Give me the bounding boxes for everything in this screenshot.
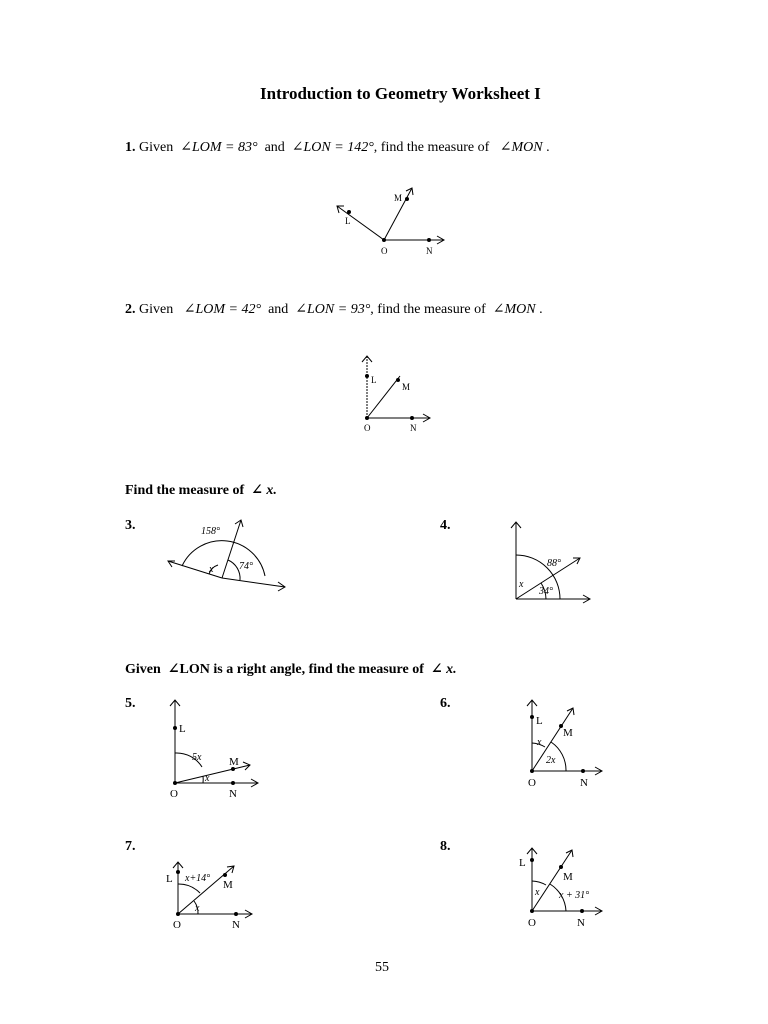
section-text: Find the measure of — [125, 483, 245, 498]
label-N: N — [410, 423, 417, 433]
label-M: M — [223, 879, 233, 891]
problem-number-4: 4. — [440, 518, 451, 533]
angle-label-outer: 158° — [201, 526, 220, 537]
label-N: N — [577, 917, 585, 929]
label-L: L — [345, 216, 351, 226]
given-angle-2: ∠LON = 142° — [291, 140, 374, 155]
find-text: , find the measure of — [373, 140, 490, 155]
label-N: N — [580, 777, 588, 789]
problem-number-3: 3. — [125, 518, 136, 533]
section-text: ∠LON is a right angle, find the measure of — [167, 662, 424, 677]
label-O: O — [364, 423, 371, 433]
worksheet-title: Introduction to Geometry Worksheet I — [260, 84, 541, 103]
label-L: L — [371, 375, 377, 385]
page-number: 55 — [375, 960, 389, 975]
angle-label-lower: x — [195, 903, 200, 914]
section-target: ∠ x. — [430, 662, 457, 677]
end-period: . — [539, 302, 543, 317]
angle-label-upper: 5x — [192, 752, 202, 763]
label-O: O — [528, 917, 536, 929]
label-M: M — [402, 382, 411, 392]
label-M: M — [394, 193, 403, 203]
angle-label-outer: 88° — [547, 558, 561, 569]
angle-label-lower: x + 31° — [559, 890, 590, 901]
question-number: 1. — [125, 140, 136, 155]
angle-label-inner: 74° — [239, 561, 253, 572]
section-given: Given — [125, 662, 161, 677]
given-word: Given — [139, 302, 174, 317]
question-number: 2. — [125, 302, 136, 317]
problem-number-7: 7. — [125, 839, 136, 854]
problem-number-5: 5. — [125, 696, 136, 711]
angle-label-lower: x — [205, 773, 210, 784]
angle-label-upper: x — [535, 887, 540, 898]
label-L: L — [519, 857, 526, 869]
label-L: L — [166, 873, 173, 885]
given-angle-1: ∠LOM = 83° — [180, 140, 258, 155]
find-text: , find the measure of — [370, 302, 486, 317]
label-O: O — [381, 246, 388, 256]
end-period: . — [546, 140, 550, 155]
label-M: M — [563, 871, 573, 883]
problem-number-8: 8. — [440, 839, 451, 854]
label-L: L — [179, 723, 186, 735]
target-angle: ∠MON — [492, 302, 536, 317]
label-O: O — [170, 788, 178, 800]
angle-label-x: x — [209, 564, 214, 575]
label-O: O — [173, 919, 181, 931]
given-angle-1: ∠LOM = 42° — [183, 302, 262, 317]
label-N: N — [232, 919, 240, 931]
target-angle: ∠MON — [499, 140, 543, 155]
angle-label-inner: 34° — [539, 586, 553, 597]
problem-number-6: 6. — [440, 696, 451, 711]
label-N: N — [426, 246, 433, 256]
and-word: and — [264, 140, 285, 155]
label-O: O — [528, 777, 536, 789]
angle-label-lower: 2x — [546, 755, 556, 766]
angle-label-x: x — [519, 579, 524, 590]
given-word: Given — [139, 140, 174, 155]
and-word: and — [268, 302, 289, 317]
label-N: N — [229, 788, 237, 800]
given-angle-2: ∠LON = 93° — [295, 302, 371, 317]
angle-label-upper: x — [537, 737, 542, 748]
label-L: L — [536, 715, 543, 727]
label-M: M — [229, 756, 239, 768]
label-M: M — [563, 727, 573, 739]
section-target: ∠ x. — [251, 483, 277, 498]
angle-label-upper: x+14° — [185, 873, 211, 884]
